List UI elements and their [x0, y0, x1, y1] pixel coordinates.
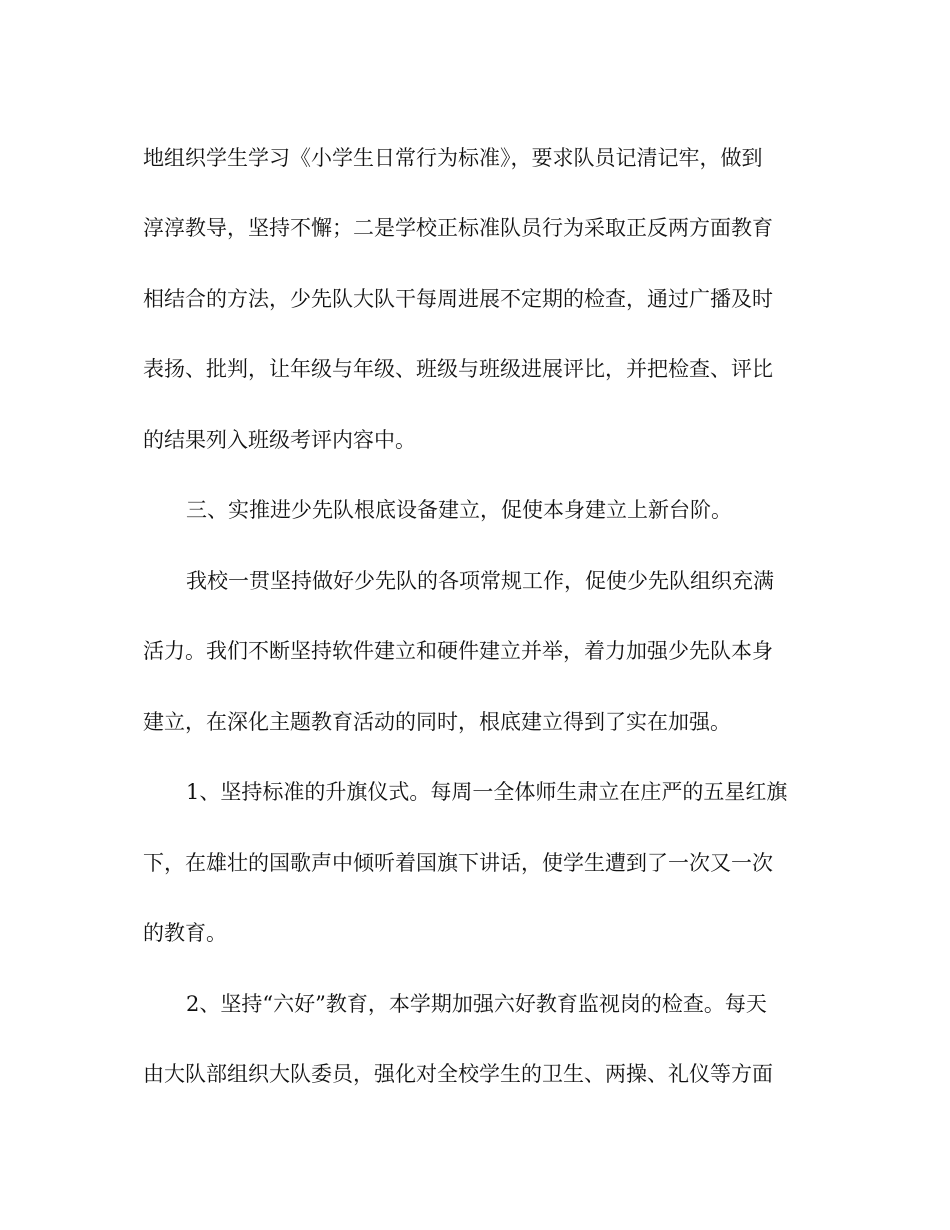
text-line: 淳淳教导，坚持不懈；二是学校正标准队员行为采取正反两方面教育: [143, 216, 773, 240]
text-line: 的教育。: [143, 921, 227, 945]
text-line: 2、坚持“六好”教育，本学期加强六好教育监视岗的检查。每天: [186, 992, 767, 1016]
text-line: 相结合的方法，少先队大队干每周进展不定期的检查，通过广播及时: [143, 287, 773, 311]
text-line: 下，在雄壮的国歌声中倾听着国旗下讲话，使学生遭到了一次又一次: [143, 851, 773, 875]
text-line: 表扬、批判，让年级与年级、班级与班级进展评比，并把检查、评比: [143, 357, 773, 381]
text-line: 活力。我们不断坚持软件建立和硬件建立并举，着力加强少先队本身: [143, 639, 773, 663]
text-line: 的结果列入班级考评内容中。: [143, 428, 416, 452]
text-line: 由大队部组织大队委员，强化对全校学生的卫生、两操、礼仪等方面: [143, 1062, 773, 1086]
text-line: 建立，在深化主题教育活动的同时，根底建立得到了实在加强。: [143, 710, 731, 734]
text-line: 地组织学生学习《小学生日常行为标准》，要求队员记清记牢，做到: [143, 146, 763, 170]
section-heading: 三、实推进少先队根底设备建立，促使本身建立上新台阶。: [186, 498, 732, 522]
text-line: 1、坚持标准的升旗仪式。每周一全体师生肃立在庄严的五星红旗: [186, 780, 788, 804]
text-line: 我校一贯坚持做好少先队的各项常规工作，促使少先队组织充满: [186, 569, 774, 593]
